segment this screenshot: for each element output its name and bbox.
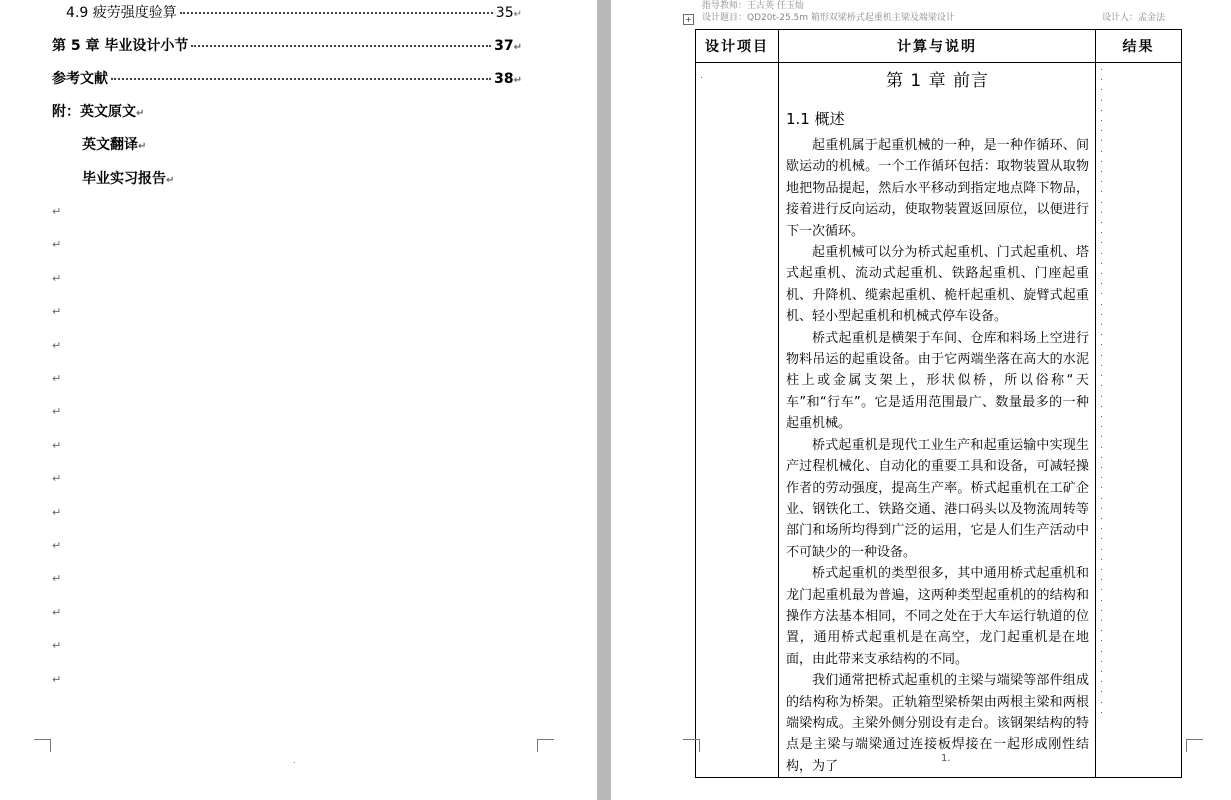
toc-entry[interactable] — [66, 2, 522, 24]
margin-corner-mark — [34, 739, 51, 752]
chapter-title: 第 1 章 前言 — [885, 71, 990, 91]
column-header: 结果 — [1096, 30, 1182, 63]
toc-leader — [180, 12, 493, 14]
right-page — [611, 0, 1231, 800]
margin-corner-mark — [537, 739, 554, 752]
toc-entry-page: 38 — [494, 71, 514, 87]
toc-leader — [111, 78, 491, 80]
paragraph-mark: ↵ — [513, 42, 522, 53]
empty-paragraph-mark: ↵ — [52, 605, 62, 619]
left-page — [0, 0, 597, 800]
toc-entry-page: 35 — [495, 5, 514, 21]
column-header: 设计项目 — [696, 30, 779, 63]
empty-paragraph-mark: ↵ — [52, 405, 62, 419]
body-paragraph: 桥式起重机的类型很多，其中通用桥式起重机和龙门起重机最为普遍，这两种类型起重机的的结构和操作方法基本相同，不同之处在于大车运行轨道的位置，通用桥式起重机是在高空，龙门起重机是在地面，由此带来支承结构的不同。 — [786, 566, 1089, 667]
toc-leader — [191, 45, 491, 47]
design-table — [695, 29, 1182, 778]
body-paragraph: 起重机械可以分为桥式起重机、门式起重机、塔式起重机、流动式起重机、铁路起重机、门座起重机、升降机、缆索起重机、桅杆起重机、旋臂式起重机、轻小型起重机和机械式停车设备。 — [786, 245, 1089, 325]
toc-entry-page: 37 — [494, 38, 514, 54]
result-cell[interactable]: . . . . . . . . . . . . . . . . . . . . . . . . . . . . . . . . . . . . . . . . . . . . . . . . . . . . . . . . . . . . . . . . — [1096, 63, 1182, 778]
empty-paragraph-mark: ↵ — [52, 305, 62, 319]
paragraph-mark: ↵ — [513, 9, 522, 20]
appendix-item: 毕业实习报告 ↵ — [82, 171, 175, 187]
empty-paragraph-mark: ↵ — [52, 672, 62, 686]
empty-paragraph-mark: ↵ — [52, 205, 62, 218]
page-number: 1. — [941, 753, 951, 764]
header-advisor: 指导教师：王古英 任玉灿 — [702, 1, 804, 11]
table-move-handle-icon[interactable]: + — [683, 14, 694, 25]
page-gap — [597, 0, 611, 800]
appendix-item: 英文翻译 ↵ — [82, 137, 147, 153]
margin-corner-mark — [1186, 739, 1203, 752]
empty-paragraph-mark: ↵ — [52, 438, 62, 452]
toc-entry[interactable] — [52, 68, 522, 90]
toc-entry-label: 第 5 章 毕业设计小节 — [52, 38, 189, 54]
empty-paragraph-mark: ↵ — [52, 238, 62, 252]
toc-entry-label: 4.9 疲劳强度验算 — [66, 5, 177, 21]
appendix-title: 附：英文原文 ↵ — [52, 104, 145, 120]
calculation-cell[interactable] — [779, 63, 1096, 778]
empty-paragraph-mark: ↵ — [52, 639, 62, 653]
empty-paragraph-mark: ↵ — [52, 505, 62, 519]
empty-paragraph-mark: ↵ — [52, 572, 62, 586]
body-paragraph: 桥式起重机是现代工业生产和起重运输中实现生产过程机械化、自动化的重要工具和设备，可减轻操作者的劳动强度，提高生产率。桥式起重机在工矿企业、钢铁化工、铁路交通、港口码头以及物流周转等部门和场所均得到广泛的运用，它是人们生产活动中不可缺少的一种设备。 — [786, 437, 1089, 560]
body-paragraph: 起重机属于起重机械的一种，是一种作循环、间歇运动的机械。一个工作循环包括：取物装置从取物地把物品提起，然后水平移动到指定地点降下物品，接着进行反向运动，使取物装置返回原位，以便进行下一次循环。 — [786, 138, 1089, 239]
toc-entry-label: 参考文献 — [52, 71, 108, 87]
empty-paragraph-mark: ↵ — [52, 472, 62, 486]
empty-paragraph-mark: ↵ — [52, 372, 62, 385]
body-paragraph: 我们通常把桥式起重机的主梁与端梁等部件组成的结构称为桥架。正轨箱型梁桥架由两根主梁和两根端梁构成。主梁外侧分别设有走台。该钢架结构的特点是主梁与端梁通过连接板焊接在一起形成刚性结构，为了 — [786, 673, 1089, 774]
header-designer: 设计人：孟金法 — [1102, 13, 1166, 23]
column-header: 计算与说明 — [779, 30, 1096, 63]
toc-entry[interactable] — [52, 35, 522, 57]
body-paragraph: 桥式起重机是横架于车间、仓库和料场上空进行物料吊运的起重设备。由于它两端坐落在高大的水泥柱上或金属支架上，形状似桥，所以俗称“天车”和“行车”。它是适用范围最广、数量最多的一种起重机械。 — [786, 330, 1089, 432]
footer-mark: . — [293, 756, 296, 765]
paragraph-mark: ↵ — [513, 75, 522, 86]
margin-corner-mark — [683, 739, 700, 752]
empty-paragraph-mark: ↵ — [52, 539, 62, 552]
empty-paragraph-mark: ↵ — [52, 271, 62, 285]
header-title: 设计题目：QD20t-25.5m 箱形双梁桥式起重机主梁及端梁设计 — [702, 13, 955, 23]
empty-paragraph-mark: ↵ — [52, 338, 62, 352]
design-item-cell[interactable]: . — [696, 63, 779, 778]
section-title: 1.1 概述 — [786, 110, 845, 128]
